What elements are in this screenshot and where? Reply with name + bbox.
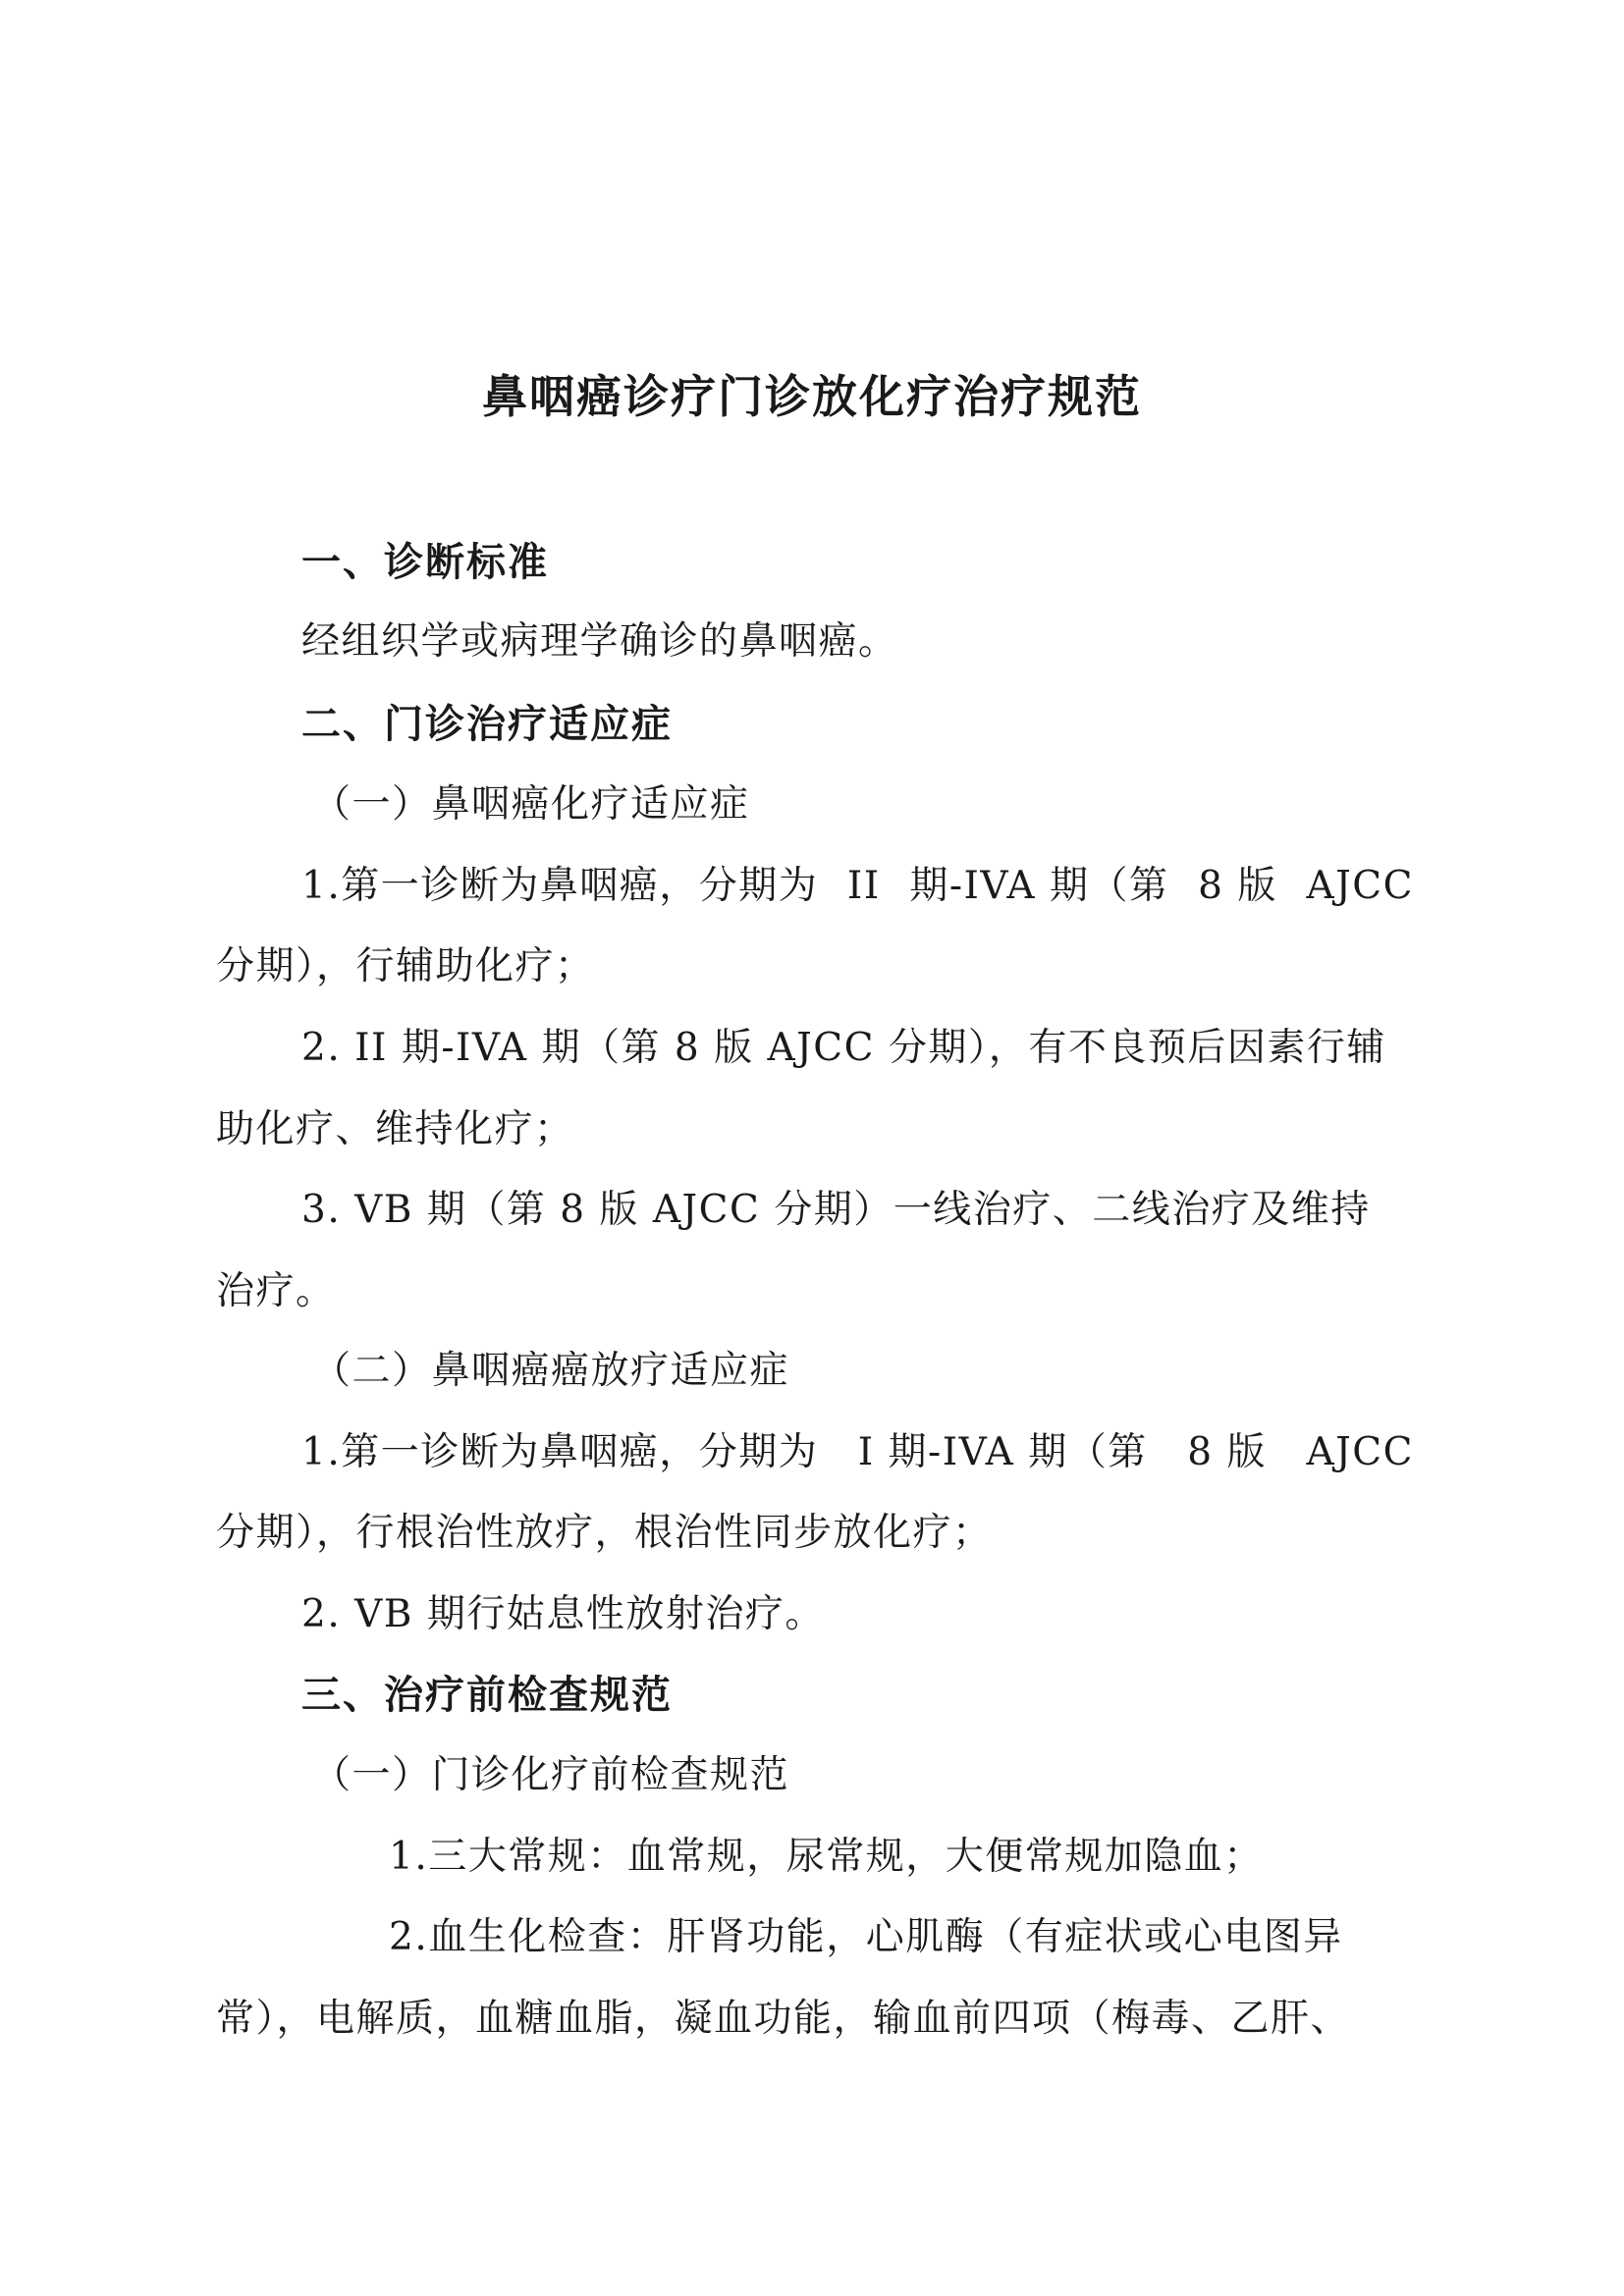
subheading-radio-indications: （二）鼻咽癌癌放疗适应症 — [312, 1349, 790, 1393]
section-heading-indications: 二、门诊治疗适应症 — [301, 702, 673, 747]
radio-item-1-part-1: 1.第一诊断为鼻咽癌，分期为 — [301, 1430, 819, 1474]
radio-item-2: 2. VB 期行姑息性放射治疗。 — [301, 1592, 825, 1636]
diagnosis-text: 经组织学或病理学确诊的鼻咽癌。 — [301, 619, 898, 664]
chemo-item-2-line-1: 2. II 期-IVA 期（第 8 版 AJCC 分期），有不良预后因素行辅 — [301, 1026, 1386, 1070]
chemo-item-2-line-2: 助化疗、维持化疗； — [216, 1107, 574, 1151]
radio-item-1-part-4: AJCC — [1306, 1430, 1414, 1474]
chemo-item-1-part-3: 期-IVA 期（第 — [909, 864, 1169, 908]
section-heading-pretreatment-exams: 三、治疗前检查规范 — [301, 1673, 673, 1718]
chemo-item-1-line-2: 分期），行辅助化疗； — [216, 944, 595, 988]
exam-item-1: 1.三大常规：血常规，尿常规，大便常规加隐血； — [389, 1835, 1264, 1879]
exam-item-2-line-2: 常），电解质，血糖血脂，凝血功能，输血前四项（梅毒、乙肝、 — [216, 1997, 1351, 2041]
exam-item-2-line-1: 2.血生化检查：肝肾功能，心肌酶（有症状或心电图异 — [389, 1915, 1343, 1959]
section-heading-diagnosis: 一、诊断标准 — [301, 540, 549, 585]
radio-item-1-part-2: I 期-IVA 期（第 — [857, 1430, 1148, 1474]
chemo-item-3-line-2: 治疗。 — [216, 1269, 336, 1313]
radio-item-1-line-1 — [301, 1426, 1414, 1479]
chemo-item-1-part-1: 1.第一诊断为鼻咽癌，分期为 — [301, 864, 819, 908]
document-title: 鼻咽癌诊疗门诊放化疗治疗规范 — [482, 370, 1142, 423]
chemo-item-3-line-1: 3. VB 期（第 8 版 AJCC 分期）一线治疗、二线治疗及维持 — [301, 1188, 1371, 1232]
chemo-item-1-part-4: 8 版 — [1198, 864, 1277, 908]
chemo-item-1-part-2: II — [846, 864, 881, 908]
chemo-item-1-part-5: AJCC — [1306, 864, 1414, 908]
radio-item-1-line-2: 分期），行根治性放疗，根治性同步放化疗； — [216, 1511, 993, 1555]
subheading-chemo-indications: （一）鼻咽癌化疗适应症 — [312, 782, 750, 827]
subheading-chemo-exams: （一）门诊化疗前检查规范 — [312, 1753, 790, 1797]
chemo-item-1-line-1 — [301, 860, 1414, 913]
radio-item-1-part-3: 8 版 — [1187, 1430, 1267, 1474]
